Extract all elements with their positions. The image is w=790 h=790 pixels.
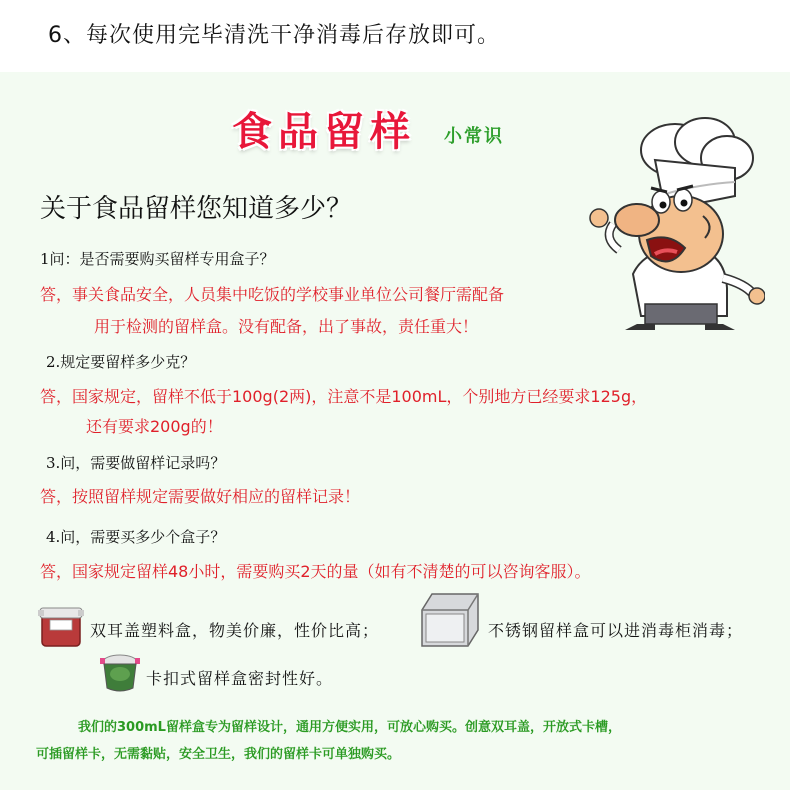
page-title: 食品留样 [232, 109, 416, 155]
answer-4: 答，国家规定留样48小时，需要购买2天的量（如有不清楚的可以咨询客服）。 [40, 562, 591, 581]
answer-1-line-2: 用于检测的留样盒。没有配备，出了事故，责任重大！ [94, 317, 479, 336]
top-strip [0, 0, 790, 72]
answer-2-line-2: 还有要求200g的！ [86, 417, 223, 436]
steel-box-icon [418, 590, 482, 650]
answer-3: 答，按照留样规定需要做好相应的留样记录！ [40, 487, 361, 506]
section-heading: 关于食品留样您知道多少？ [40, 194, 353, 224]
product-plastic-box: 双耳盖塑料盒，物美价廉，性价比高； [90, 621, 380, 640]
footer-note-line-2: 可插留样卡，无需黏贴，安全卫生，我们的留样卡可单独购买。 [36, 747, 401, 762]
footer-note-line-1: 我们的300mL留样盒专为留样设计，通用方便实用，可放心购买。创意双耳盖，开放式卡槽， [78, 720, 621, 735]
chef-illustration [585, 98, 765, 338]
question-4: 4.问，需要买多少个盒子？ [46, 528, 226, 546]
snap-box-icon [100, 652, 140, 694]
answer-2-line-1: 答，国家规定，留样不低于100g(2两)，注意不是100mL，个别地方已经要求125g， [40, 387, 648, 406]
product-steel-box: 不锈钢留样盒可以进消毒柜消毒； [488, 621, 744, 640]
question-1: 1问：是否需要购买留样专用盒子？ [40, 250, 275, 268]
top-instruction: 6、每次使用完毕清洗干净消毒后存放即可。 [48, 23, 500, 48]
plastic-box-icon [38, 602, 84, 652]
answer-1-line-1: 答，事关食品安全，人员集中吃饭的学校事业单位公司餐厅需配备 [40, 285, 505, 304]
question-3: 3.问，需要做留样记录吗？ [46, 454, 226, 472]
page-subtitle: 小常识 [444, 126, 504, 147]
question-2: 2.规定要留样多少克？ [46, 353, 196, 371]
product-snap-box: 卡扣式留样盒密封性好。 [146, 669, 334, 688]
